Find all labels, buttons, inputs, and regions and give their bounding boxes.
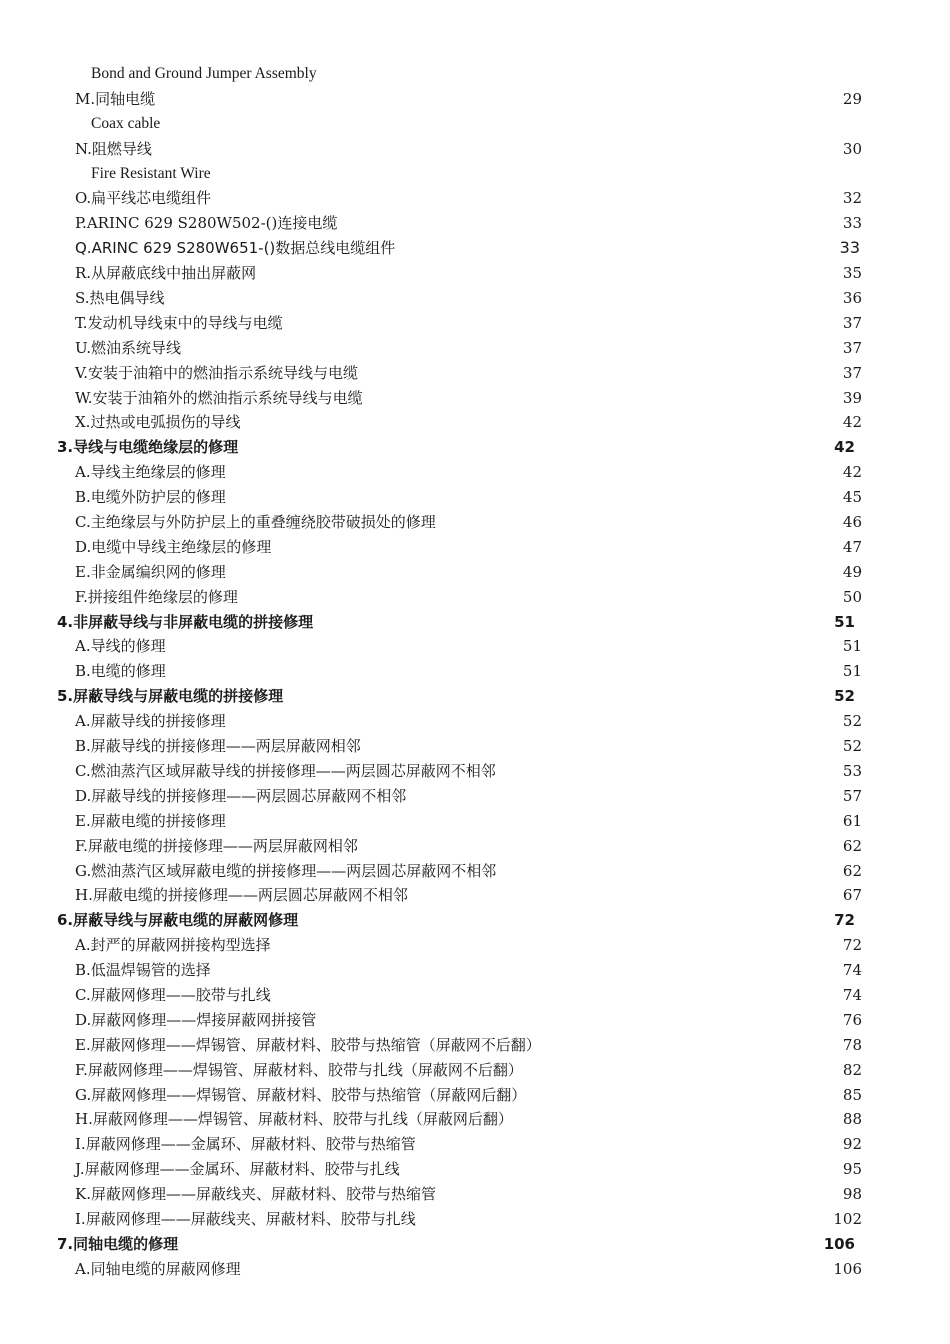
toc-entry-title: 5.屏蔽导线与屏蔽电缆的拼接修理 — [57, 687, 284, 706]
toc-entry-title: T.发动机导线束中的导线与电缆 — [75, 313, 283, 332]
toc-entry — [0, 883, 950, 908]
toc-page-number: 78 — [842, 1035, 862, 1054]
toc-entry-title: N.阻燃导线 — [75, 139, 152, 158]
toc-page-number: 92 — [842, 1135, 862, 1154]
toc-entry-title: E.屏蔽电缆的拼接修理 — [75, 811, 226, 830]
toc-entry — [0, 236, 950, 261]
toc-section-heading — [0, 1232, 950, 1257]
toc-entry — [0, 958, 950, 983]
toc-entry-title: W.安装于油箱外的燃油指示系统导线与电缆 — [75, 388, 363, 407]
toc-page-number: 47 — [842, 537, 862, 556]
toc-page-number: 36 — [842, 289, 862, 308]
toc-page-number: 30 — [842, 139, 862, 158]
toc-entry-title: E.非金属编织网的修理 — [75, 562, 226, 581]
toc-page-number: 52 — [842, 737, 862, 756]
toc-entry — [0, 1157, 950, 1182]
toc-entry — [0, 1008, 950, 1033]
toc-entry-title: M.同轴电缆 — [75, 89, 156, 108]
toc-entry — [0, 510, 950, 535]
toc-page-number: 46 — [842, 513, 862, 532]
toc-entry — [0, 336, 950, 361]
toc-entry-title: F.屏蔽电缆的拼接修理——两层屏蔽网相邻 — [75, 836, 358, 855]
toc-entry — [0, 634, 950, 659]
toc-entry — [0, 759, 950, 784]
toc-entry-title: F.拼接组件绝缘层的修理 — [75, 587, 238, 606]
toc-page-number: 42 — [834, 438, 855, 457]
toc-entry-title: A.导线主绝缘层的修理 — [75, 463, 226, 482]
toc-entry-title: 7.同轴电缆的修理 — [57, 1234, 179, 1253]
toc-entry — [0, 1058, 950, 1083]
toc-page-number: 62 — [842, 836, 862, 855]
toc-entry-title: X.过热或电弧损伤的导线 — [75, 413, 241, 432]
toc-page-number: 50 — [842, 587, 862, 606]
toc-entry — [0, 286, 950, 311]
toc-page-number: 52 — [834, 687, 855, 706]
toc-page-number: 74 — [842, 961, 862, 980]
toc-entry — [0, 460, 950, 485]
toc-entry-title: B.电缆外防护层的修理 — [75, 488, 226, 507]
toc-entry-title: C.燃油蒸汽区域屏蔽导线的拼接修理——两层圆芯屏蔽网不相邻 — [75, 761, 496, 780]
toc-english-subtitle — [0, 162, 950, 187]
toc-page-number: 98 — [842, 1185, 862, 1204]
toc-entry-title: B.低温焊锡管的选择 — [75, 961, 211, 980]
toc-page-number: 42 — [842, 463, 862, 482]
toc-entry-title: R.从屏蔽底线中抽出屏蔽网 — [75, 264, 257, 283]
toc-page-number: 33 — [842, 214, 862, 233]
toc-entry-title: B.电缆的修理 — [75, 662, 166, 681]
toc-page-number: 53 — [842, 761, 862, 780]
toc-entry-title: 3.导线与电缆绝缘层的修理 — [57, 438, 239, 457]
toc-page-number: 95 — [842, 1160, 862, 1179]
toc-entry-title: B.屏蔽导线的拼接修理——两层屏蔽网相邻 — [75, 737, 361, 756]
toc-page-number: 49 — [842, 562, 862, 581]
toc-entry — [0, 211, 950, 236]
toc-entry-title: A.屏蔽导线的拼接修理 — [75, 712, 226, 731]
toc-page-number: 51 — [842, 637, 862, 656]
toc-entry — [0, 983, 950, 1008]
toc-english-subtitle — [0, 112, 950, 137]
toc-entry-title: Bond and Ground Jumper Assembly — [91, 65, 317, 82]
toc-page-number: 32 — [842, 189, 862, 208]
toc-entry — [0, 485, 950, 510]
toc-english-subtitle — [0, 62, 950, 87]
toc-entry-title: I.屏蔽网修理——屏蔽线夹、屏蔽材料、胶带与扎线 — [75, 1209, 416, 1228]
toc-page-number: 88 — [842, 1110, 862, 1129]
toc-page-number: 29 — [842, 89, 862, 108]
toc-entry — [0, 261, 950, 286]
toc-page-number: 37 — [842, 363, 862, 382]
toc-page-number: 51 — [834, 612, 855, 631]
toc-page-number: 106 — [833, 1259, 862, 1278]
toc-entry-title: U.燃油系统导线 — [75, 338, 182, 357]
toc-entry-title: H.屏蔽网修理——焊锡管、屏蔽材料、胶带与扎线（屏蔽网后翻） — [75, 1110, 513, 1129]
toc-section-heading — [0, 435, 950, 460]
toc-page-number: 102 — [833, 1209, 862, 1228]
toc-entry-title: C.主绝缘层与外防护层上的重叠缠绕胶带破损处的修理 — [75, 513, 436, 532]
toc-entry-title: 4.非屏蔽导线与非屏蔽电缆的拼接修理 — [57, 612, 314, 631]
toc-entry — [0, 186, 950, 211]
toc-page-number: 76 — [842, 1010, 862, 1029]
toc-entry-title: Fire Resistant Wire — [91, 164, 211, 182]
toc-page-number: 106 — [823, 1234, 855, 1253]
toc-page-number: 37 — [842, 313, 862, 332]
toc-entry — [0, 1033, 950, 1058]
toc-page-number: 67 — [842, 886, 862, 905]
toc-entry-title: G.屏蔽网修理——焊锡管、屏蔽材料、胶带与热缩管（屏蔽网后翻） — [75, 1085, 527, 1104]
toc-entry-title: F.屏蔽网修理——焊锡管、屏蔽材料、胶带与扎线（屏蔽网不后翻） — [75, 1060, 523, 1079]
toc-page-number: 72 — [842, 936, 862, 955]
toc-entry — [0, 784, 950, 809]
toc-entry-title: A.同轴电缆的屏蔽网修理 — [75, 1259, 241, 1278]
toc-entry — [0, 1107, 950, 1132]
toc-entry-title: D.电缆中导线主绝缘层的修理 — [75, 537, 272, 556]
toc-entry — [0, 361, 950, 386]
toc-entry-title: Coax cable — [91, 114, 161, 132]
toc-page-number: 37 — [842, 338, 862, 357]
toc-entry-title: D.屏蔽网修理——焊接屏蔽网拼接管 — [75, 1010, 317, 1029]
toc-entry — [0, 709, 950, 734]
toc-entry — [0, 1083, 950, 1108]
toc-entry-title: O.扁平线芯电缆组件 — [75, 189, 212, 208]
toc-page-number: 57 — [842, 786, 862, 805]
toc-entry — [0, 535, 950, 560]
toc-entry-title: P.ARINC 629 S280W502-()连接电缆 — [75, 214, 338, 233]
toc-entry-title: H.屏蔽电缆的拼接修理——两层圆芯屏蔽网不相邻 — [75, 886, 408, 905]
toc-entry — [0, 1182, 950, 1207]
toc-entry — [0, 859, 950, 884]
toc-page-number: 62 — [842, 861, 862, 880]
toc-entry — [0, 137, 950, 162]
toc-entry-title: Q.ARINC 629 S280W651-()数据总线电缆组件 — [75, 239, 396, 258]
toc-entry — [0, 834, 950, 859]
toc-entry-title: S.热电偶导线 — [75, 289, 165, 308]
toc-entry-title: E.屏蔽网修理——焊锡管、屏蔽材料、胶带与热缩管（屏蔽网不后翻） — [75, 1035, 541, 1054]
toc-page-number: 85 — [842, 1085, 862, 1104]
toc-page-number: 74 — [842, 985, 862, 1004]
toc-entry — [0, 87, 950, 112]
toc-entry-title: C.屏蔽网修理——胶带与扎线 — [75, 985, 271, 1004]
toc-entry-title: I.屏蔽网修理——金属环、屏蔽材料、胶带与热缩管 — [75, 1135, 416, 1154]
toc-section-heading — [0, 684, 950, 709]
toc-section-heading — [0, 610, 950, 635]
toc-page-number: 33 — [839, 238, 860, 258]
toc-entry — [0, 311, 950, 336]
toc-entry-title: J.屏蔽网修理——金属环、屏蔽材料、胶带与扎线 — [75, 1160, 400, 1179]
toc-entry-title: A.导线的修理 — [75, 637, 166, 656]
toc-entry — [0, 585, 950, 610]
toc-entry — [0, 933, 950, 958]
toc-entry — [0, 1257, 950, 1282]
toc-entry — [0, 1207, 950, 1232]
toc-page-number: 35 — [842, 264, 862, 283]
toc-entry-title: V.安装于油箱中的燃油指示系统导线与电缆 — [75, 363, 358, 382]
toc-page-number: 72 — [834, 911, 855, 930]
toc-page-number: 52 — [842, 712, 862, 731]
toc-page-number: 39 — [842, 388, 862, 407]
toc-entry-title: K.屏蔽网修理——屏蔽线夹、屏蔽材料、胶带与热缩管 — [75, 1185, 436, 1204]
toc-entry — [0, 734, 950, 759]
toc-entry — [0, 659, 950, 684]
table-of-contents — [0, 62, 950, 1282]
toc-entry-title: D.屏蔽导线的拼接修理——两层圆芯屏蔽网不相邻 — [75, 786, 407, 805]
toc-page-number: 82 — [842, 1060, 862, 1079]
toc-page-number: 61 — [842, 811, 862, 830]
toc-entry — [0, 560, 950, 585]
toc-entry-title: A.封严的屏蔽网拼接构型选择 — [75, 936, 271, 955]
toc-entry — [0, 410, 950, 435]
toc-entry — [0, 1132, 950, 1157]
toc-entry — [0, 386, 950, 411]
toc-section-heading — [0, 908, 950, 933]
toc-page-number: 42 — [842, 413, 862, 432]
toc-entry-title: G.燃油蒸汽区域屏蔽电缆的拼接修理——两层圆芯屏蔽网不相邻 — [75, 861, 497, 880]
toc-entry — [0, 809, 950, 834]
toc-entry-title: 6.屏蔽导线与屏蔽电缆的屏蔽网修理 — [57, 911, 299, 930]
toc-page-number: 51 — [842, 662, 862, 681]
toc-page-number: 45 — [842, 488, 862, 507]
